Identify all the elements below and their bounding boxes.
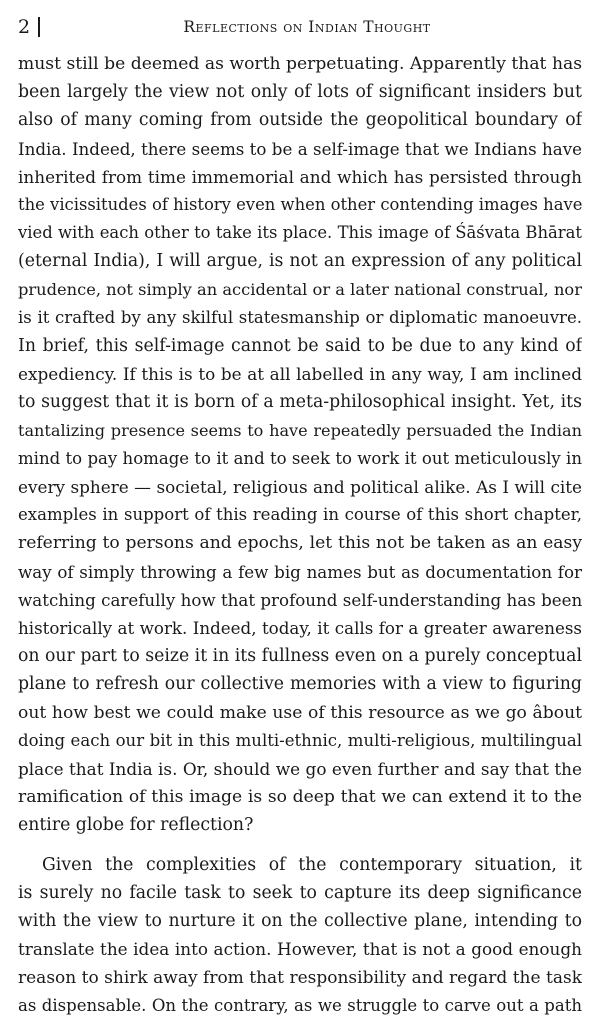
text-line: translate the idea into action. However, that is not a good enough (18, 939, 582, 960)
text-line: reason to shirk away from that responsibility and regard the task (18, 967, 582, 988)
text-line: out how best we could make use of this resource as we go âbout (18, 702, 582, 723)
text-line: ramification of this image is so deep that we can extend it to the (18, 787, 582, 808)
text-line: must still be deemed as worth perpetuating. Apparently that has (18, 54, 582, 74)
text-line: plane to refresh our collective memories with a view to figuring (18, 674, 582, 695)
body-text (18, 50, 582, 1020)
text-line: referring to persons and epochs, let this not be taken as an easy (18, 533, 582, 554)
running-head (18, 14, 576, 40)
text-line: vied with each other to take its place. This image of Śāśvata Bhārat (18, 223, 582, 243)
text-line: prudence, not simply an accidental or a later national construal, nor (18, 279, 582, 299)
paragraph-1 (18, 50, 582, 840)
text-line: entire globe for reflection? (18, 815, 254, 836)
paragraph-2 (18, 851, 582, 1020)
text-line: inherited from time immemorial and which has persisted through (18, 166, 582, 187)
text-line: on our part to seize it in its fullness even on a purely conceptual (18, 646, 582, 667)
text-line: as dispensable. On the contrary, as we struggle to carve out a path (18, 995, 582, 1015)
running-title: Reflections on Indian Thought (183, 18, 431, 36)
text-line: (eternal India), I will argue, is not an expression of any political (18, 251, 582, 272)
text-line: Given the complexities of the contemporary situation, it (42, 854, 582, 875)
text-line: been largely the view not only of lots of significant insiders but (18, 82, 582, 103)
text-line: to suggest that it is born of a meta-philosophical insight. Yet, its (18, 392, 582, 413)
text-line: with the view to nurture it on the collective plane, intending to (18, 911, 582, 932)
text-line: mind to pay homage to it and to seek to work it out meticulously in (18, 448, 582, 468)
text-line: is surely no facile task to seek to capture its deep significance (18, 882, 582, 903)
text-line: tantalizing presence seems to have repeatedly persuaded the Indian (18, 420, 582, 440)
text-line: watching carefully how that profound self-understanding has been (18, 589, 582, 610)
page-number: 2 (18, 16, 31, 38)
text-line: way of simply throwing a few big names but as documentation for (18, 561, 582, 582)
text-line: In brief, this self-image cannot be said to be due to any kind of (18, 336, 582, 357)
text-line: examples in support of this reading in course of this short chapter, (18, 505, 582, 525)
text-line: the vicissitudes of history even when other contending images have (18, 195, 582, 215)
text-line: is it crafted by any skilful statesmanship or diplomatic manoeuvre. (18, 307, 582, 327)
text-line: also of many coming from outside the geopolitical boundary of (18, 110, 582, 131)
text-line: place that India is. Or, should we go even further and say that the (18, 759, 582, 780)
text-line: India. Indeed, there seems to be a self-image that we Indians have (18, 138, 582, 159)
text-line: every sphere — societal, religious and political alike. As I will cite (18, 477, 582, 498)
text-line: historically at work. Indeed, today, it calls for a greater awareness (18, 618, 582, 639)
text-line: expediency. If this is to be at all labelled in any way, I am inclined (18, 364, 582, 385)
text-line: doing each our bit in this multi-ethnic, multi-religious, multilingual (18, 730, 582, 750)
